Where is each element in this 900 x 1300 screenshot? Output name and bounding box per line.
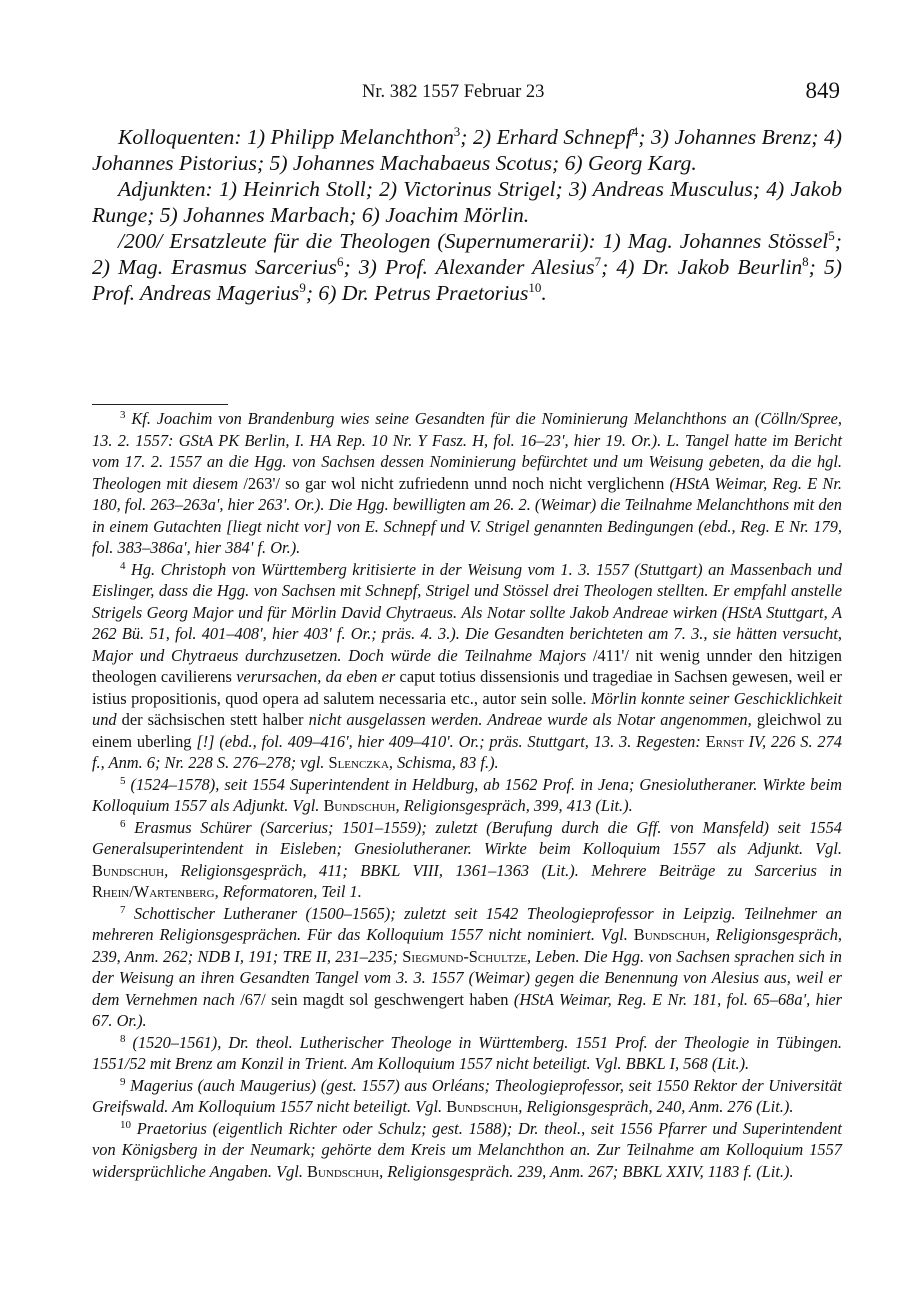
footnote-ref: 7 (594, 254, 602, 269)
author-name: Bundschuh (323, 796, 396, 815)
text-run: (1520–1561), Dr. theol. Lutherischer Theologe in Württemberg. 1551 Prof. der Theologie in Tübingen. 1551/52 mit Brenz am Konzil in Trient. Am Kolloquium 1557 nicht beteiligt. Vgl. BBKL I, 568 (Lit.). (92, 1032, 842, 1073)
text-run: (1524–1578), seit 1554 Superintendent in Heldburg, ab 1562 Prof. in Jena; Gnesiolutheraner. Wirkte beim Kolloquium 1557 als Adjunkt. Vgl. (92, 774, 842, 815)
text-run: verursachen, da eben er (231, 667, 400, 686)
footnote-number: 5 (120, 774, 126, 787)
author-name: Slenczka (328, 753, 389, 772)
footnote-6 (92, 817, 842, 903)
text-run: [!] (ebd., fol. 409–416', hier 409–410'. Or.; präs. Stuttgart, 13. 3. Regesten: (191, 731, 706, 751)
text-run: (HStA Weimar, Reg. E Nr. 180, fol. 263–263a', hier 263'. Or.). Die Hgg. bewilligten am 26. 2. (Weimar) die Teilnahme Melanchthons mit den in einem Gutachten [liegt nicht vor] von E. Schnepf und V. Strigel genannten Bedingungen (ebd., Reg. E Nr. 179, fol. 383–386a', hier 384' f. Or.). (92, 473, 843, 557)
footnote-ref: 4 (631, 124, 639, 139)
paragraph-adjunkten: Adjunkten: 1) Heinrich Stoll; 2) Victorinus Strigel; 3) Andreas Musculus; 4) Jakob Runge; 5) Johannes Marbach; 6) Joachim Mörlin. (92, 177, 842, 227)
footnote-number: 8 (120, 1032, 126, 1045)
source-quote: der sächsischen stett halber (121, 710, 304, 729)
footnote-number: 10 (120, 1118, 131, 1131)
source-quote: gleichwol zu einem uberling (92, 710, 842, 751)
footnote-5 (92, 774, 842, 817)
footnote-7 (92, 903, 842, 1032)
footnote-10 (92, 1118, 842, 1183)
page-number: 849 (805, 78, 840, 103)
main-text (92, 124, 842, 306)
footnote-ref: 5 (828, 228, 835, 243)
paragraph-kolloquenten (92, 124, 842, 176)
text-run: ; 3) Prof. Alexander Alesius (343, 255, 595, 279)
text-run: Mörlin konnte seiner Geschicklichkeit und (92, 688, 843, 729)
author-name: Bundschuh (307, 1161, 380, 1181)
text-run: /200/ Ersatzleute für die Theologen (Supernumerarii): 1) Mag. Johannes Stössel (118, 229, 829, 253)
footnote-ref: 8 (802, 254, 809, 269)
text-run: Schottischer Lutheraner (1500–1565); zuletzt seit 1542 Theologieprofessor in Leipzig. Teilnehmer an mehreren Religionsgesprächen. Für das Kolloquium 1557 nicht nominiert. Vgl. (92, 903, 842, 944)
footnote-ref: 6 (336, 254, 344, 269)
source-quote: caput totius dissensionis und tragediae in Sachsen gewesen, weil er istius propositionis, quod opera ad salutem necessaria etc., autor sein solle. (92, 667, 842, 708)
footnote-4 (92, 559, 842, 774)
text-run: , Religionsgespräch, 411; BBKL VIII, 1361–1363 (Lit.). Mehrere Beiträge zu Sarcerius in (164, 860, 842, 880)
author-name: Bundschuh (92, 860, 165, 880)
author-name: Siegmund-Schultze (402, 946, 528, 966)
text-run: , Leben. Die Hgg. von Sachsen sprachen sich in der Weisung an ihren Gesandten Tangel vom 3. 3. 1557 (Weimar) gegen die Benennung von Alesius aus, weil er dem Vernehmen nach (92, 946, 842, 1009)
text-run: ; 3) Johannes Brenz; 4) Johannes Pistorius; 5) Johannes Machabaeus Scotus; 6) Georg Karg. (92, 125, 842, 175)
footnote-number: 7 (120, 903, 126, 916)
text-run: , Schisma, 83 f.). (388, 753, 499, 772)
source-quote: /411'/ nit wenig unnder den hitzigen theologen cavilierens (92, 645, 842, 686)
author-name: Ernst (705, 731, 744, 751)
text-run: , Religionsgespräch, 399, 413 (Lit.). (395, 796, 633, 815)
text-run: IV, 226 S. 274 f., Anm. 6; Nr. 228 S. 276–278; vgl. (92, 731, 842, 772)
footnote-number: 9 (120, 1075, 126, 1088)
footnote-number: 6 (120, 817, 126, 830)
text-run: Magerius (auch Maugerius) (gest. 1557) aus Orléans; Theologieprofessor, seit 1550 Rektor der Universität Greifswald. Am Kolloquium 1557 nicht beteiligt. Vgl. (92, 1075, 842, 1116)
footnote-number: 4 (120, 559, 126, 572)
footnote-8 (92, 1032, 842, 1075)
text-run: , Reformatoren, Teil 1. (214, 882, 362, 901)
text-run: , Religionsgespräch. 239, Anm. 267; BBKL XXIV, 1183 f. (Lit.). (379, 1161, 794, 1181)
text-run: (HStA Weimar, Reg. E Nr. 181, fol. 65–68a', hier 67. Or.). (92, 989, 842, 1030)
footnote-ref: 3 (453, 124, 461, 139)
footnotes (92, 408, 842, 1182)
author-name: Rhein/Wartenberg (92, 882, 215, 901)
footnote-number: 3 (120, 409, 126, 421)
footnote-separator (92, 404, 228, 405)
text-run: . (541, 281, 547, 305)
footnote-9 (92, 1075, 842, 1118)
text-run: ; 6) Dr. Petrus Praetorius (305, 281, 529, 305)
paragraph-ersatzleute (92, 228, 842, 306)
text-run: nicht ausgelassen werden. Andreae wurde als Notar angenommen, (303, 710, 757, 729)
source-quote: /263'/ so gar wol nicht zufriedenn unnd noch nicht verglichenn (243, 473, 665, 493)
text-run: ; 2) Erhard Schnepf (460, 125, 632, 149)
page-header (0, 78, 900, 108)
author-name: Bundschuh (446, 1097, 519, 1116)
text-run: ; 5) Prof. Andreas Magerius (92, 255, 842, 305)
running-title: Nr. 382 1557 Februar 23 (362, 82, 545, 102)
footnote-3 (92, 408, 842, 559)
source-quote: /67/ sein magdt sol geschwengert haben (240, 989, 509, 1009)
text-run: , Religionsgespräch, 239, Anm. 262; NDB I, 191; TRE II, 231–235; (92, 925, 842, 966)
text-run: Erasmus Schürer (Sarcerius; 1501–1559); zuletzt (Berufung durch die Gff. von Mansfeld) seit 1554 Generalsuperintendent in Eisleben; Gnesiolutheraner. Wirkte beim Kolloquium 1557 als Adjunkt. Vgl. (92, 817, 842, 858)
text-run: ; 2) Mag. Erasmus Sarcerius (92, 229, 842, 279)
text-run: Praetorius (eigentlich Richter oder Schulz; gest. 1588); Dr. theol., seit 1556 Pfarrer und Superintendent von Königsberg in der Neumark; gehörte dem Kreis um Melanchthon an. Zur Teilnahme am Kolloquium 1557 widersprüchliche Angaben. Vgl. (92, 1118, 842, 1181)
text-run: , Religionsgespräch, 240, Anm. 276 (Lit.). (518, 1097, 794, 1116)
author-name: Bundschuh (633, 925, 706, 944)
text-run: Kolloquenten: 1) Philipp Melanchthon (118, 125, 454, 149)
footnote-ref: 10 (528, 280, 542, 295)
text-run: ; 4) Dr. Jakob Beurlin (601, 255, 803, 279)
footnote-ref: 9 (299, 280, 306, 295)
text-run: Kf. Joachim von Brandenburg wies seine Gesandten für die Nominierung Melanchthons an (Cölln/Spree, 13. 2. 1557: GStA PK Berlin, I. HA Rep. 10 Nr. Y Fasz. H, fol. 16–23', hier 19. Or.). L. Tangel hatte im Bericht vom 17. 2. 1557 an die Hgg. von Sachsen dessen Nominierung befürchtet und um Weisung gebeten, da die hgl. Theologen mit diesem (92, 409, 842, 493)
text-run: Hg. Christoph von Württemberg kritisierte in der Weisung vom 1. 3. 1557 (Stuttgart) an Massenbach und Eislinger, dass die Hgg. von Sachsen mit Schnepf, Strigel und Stössel drei Theologen stellten. Er empfahl anstelle Strigels Georg Major und für Mörlin David Chytraeus. Als Notar sollte Jakob Andreae wirken (HStA Stuttgart, A 262 Bü. 51, fol. 401–408', hier 403' f. Or.; präs. 4. 3.). Die Gesandten berichteten am 7. 3., sie hätten versucht, Major und Chytraeus durchzusetzen. Doch würde die Teilnahme Majors (92, 559, 842, 665)
